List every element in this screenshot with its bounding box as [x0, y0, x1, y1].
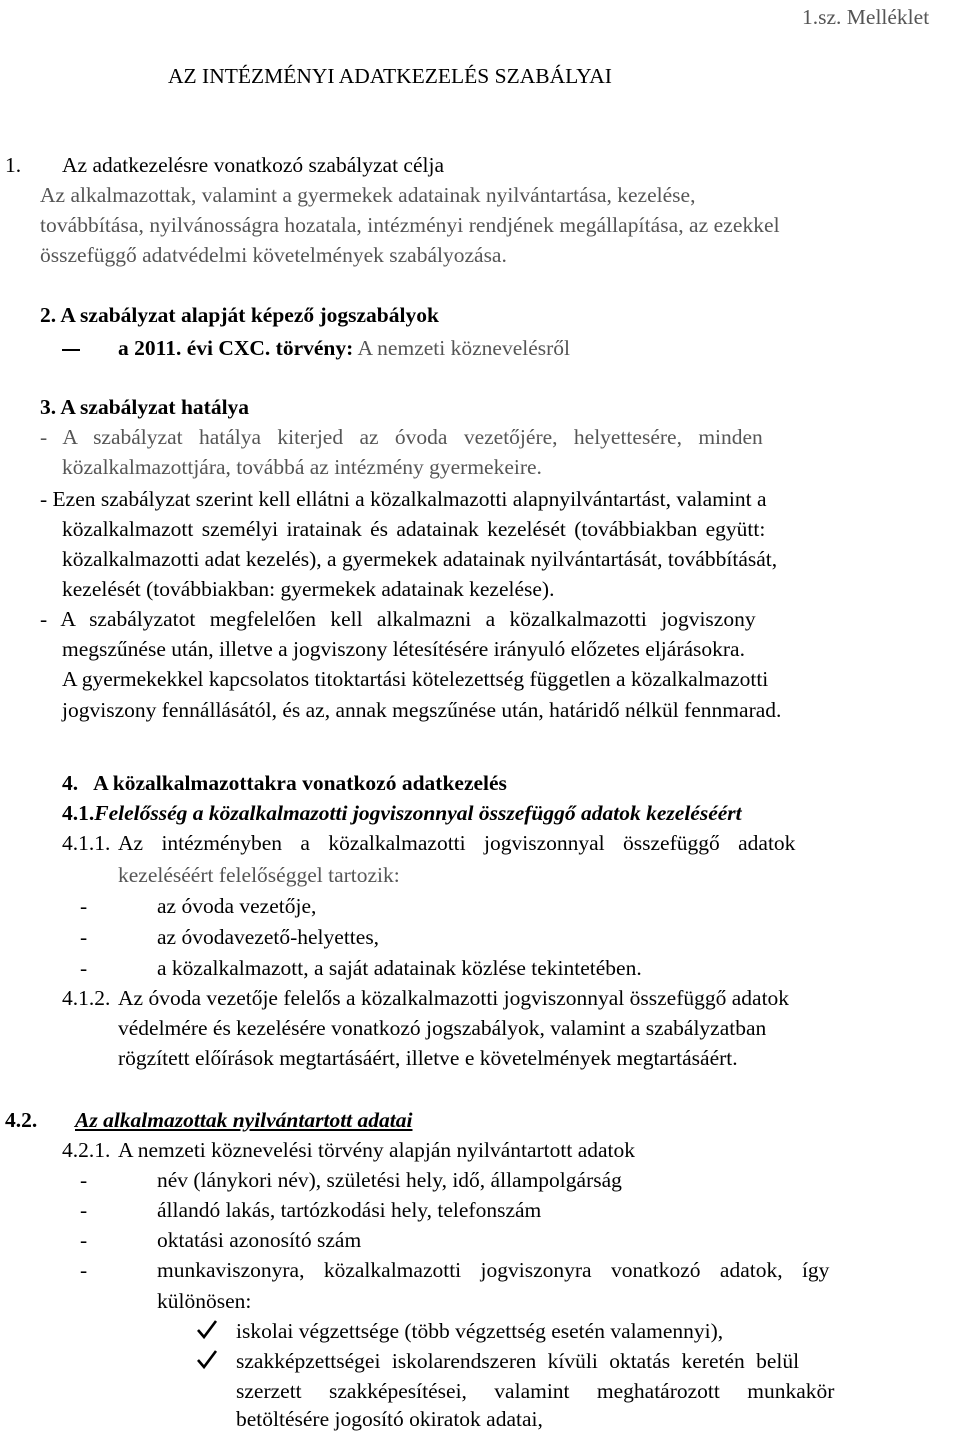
subsection-4-1-title: Felelősség a közalkalmazotti jogviszonnyal összefüggő adatok kezeléséért	[94, 801, 742, 825]
law-title: A nemzeti köznevelésről	[353, 336, 571, 360]
paragraph-4-1-2-line-2: védelmére és kezelésére vonatkozó jogszabályok, valamint a szabályzatban	[118, 1016, 767, 1040]
list-item: állandó lakás, tartózkodási hely, telefonszám	[157, 1198, 542, 1222]
checkmark-icon	[196, 1348, 218, 1370]
paragraph-4-1-2-line-3: rögzített előírások megtartásáért, illetve e követelmények megtartásáért.	[118, 1046, 738, 1070]
list-item: az óvoda vezetője,	[157, 894, 317, 918]
list-item-continuation: különösen:	[157, 1289, 252, 1313]
list-item: a közalkalmazott, a saját adatainak közlése tekintetében.	[157, 956, 642, 980]
paragraph-4-1-1-line-2: kezeléséért felelőséggel tartozik:	[118, 863, 400, 887]
check-item-continuation: betöltésére jogosító okiratok adatai,	[236, 1407, 543, 1431]
list-item: az óvodavezető-helyettes,	[157, 925, 380, 949]
section-3-p1-line-2: közalkalmazottjára, továbbá az intézmény gyermekeire.	[62, 455, 542, 479]
paragraph-4-1-2-line-1: Az óvoda vezetője felelős a közalkalmazotti jogviszonnyal összefüggő adatok	[118, 986, 790, 1010]
section-3-p2-line-3: közalkalmazotti adat kezelés), a gyermekek adatainak nyilvántartását, továbbítását,	[62, 547, 778, 571]
subsection-4-2-title: Az alkalmazottak nyilvántartott adatai	[75, 1108, 413, 1132]
subsection-4-1-number: 4.1.	[62, 801, 95, 825]
section-3-p4-line-2: jogviszony fennállásától, és az, annak megszűnése után, határidő nélkül fennmarad.	[62, 698, 782, 722]
section-3-p4-line-1: A gyermekekkel kapcsolatos titoktartási kötelezettség független a közalkalmazotti	[62, 667, 769, 691]
section-1-number: 1.	[5, 153, 22, 177]
check-item: iskolai végzettsége (több végzettség esetén valamennyi),	[236, 1319, 724, 1343]
check-item: szakképzettségei iskolarendszeren kívüli oktatás keretén belül	[236, 1349, 800, 1373]
paragraph-4-1-1-line-1: Az intézményben a közalkalmazotti jogviszonnyal összefüggő adatok	[118, 831, 796, 855]
list-item: név (lánykori név), születési hely, idő, állampolgárság	[157, 1168, 622, 1192]
law-reference: a 2011. évi CXC. törvény:	[118, 336, 354, 360]
document-title: AZ INTÉZMÉNYI ADATKEZELÉS SZABÁLYAI	[168, 64, 612, 88]
section-3-p2-line-2: közalkalmazott személyi iratainak és adatainak kezelését (továbbiakban együtt:	[62, 517, 766, 541]
subsection-4-2-number: 4.2.	[5, 1108, 38, 1132]
list-dash: -	[80, 956, 88, 980]
section-2-item	[118, 335, 570, 361]
annex-label: 1.sz. Melléklet	[802, 5, 930, 29]
paragraph-4-1-1-number: 4.1.1.	[62, 831, 111, 855]
dash-bullet-icon	[62, 349, 80, 351]
section-1-line-1: Az alkalmazottak, valamint a gyermekek adatainak nyilvántartása, kezelése,	[40, 183, 696, 207]
section-3-heading: 3. A szabályzat hatálya	[40, 395, 250, 419]
list-item: oktatási azonosító szám	[157, 1228, 362, 1252]
section-1-line-2: továbbítása, nyilvánosságra hozatala, intézményi rendjének megállapítása, az ezekkel	[40, 213, 780, 237]
list-dash: -	[80, 1198, 88, 1222]
section-1-heading: Az adatkezelésre vonatkozó szabályzat célja	[62, 153, 445, 177]
paragraph-4-1-2-number: 4.1.2.	[62, 986, 111, 1010]
section-1-line-3: összefüggő adatvédelmi követelmények szabályozása.	[40, 243, 507, 267]
section-3-p3-line-2: megszűnése után, illetve a jogviszony létesítésére irányuló előzetes eljárásokra.	[62, 637, 745, 661]
section-3-p2-line-1: - Ezen szabályzat szerint kell ellátni a közalkalmazotti alapnyilvántartást, valamint a	[40, 487, 767, 511]
list-dash: -	[80, 1168, 88, 1192]
list-item: munkaviszonyra, közalkalmazotti jogviszonyra vonatkozó adatok, így	[157, 1258, 830, 1282]
section-2-heading: 2. A szabályzat alapját képező jogszabályok	[40, 303, 439, 327]
list-dash: -	[80, 925, 88, 949]
list-dash: -	[80, 1228, 88, 1252]
list-dash: -	[80, 894, 88, 918]
paragraph-4-2-1-number: 4.2.1.	[62, 1138, 111, 1162]
list-dash: -	[80, 1258, 88, 1282]
check-item-continuation: szerzett szakképesítései, valamint meghatározott munkakör	[236, 1379, 835, 1403]
subsection-4-1-heading	[62, 800, 742, 826]
checkmark-icon	[196, 1318, 218, 1340]
section-3-p3-line-1: - A szabályzatot megfelelően kell alkalmazni a közalkalmazotti jogviszony	[40, 607, 756, 631]
section-4-heading: 4. A közalkalmazottakra vonatkozó adatkezelés	[62, 771, 507, 795]
section-3-p2-line-4: kezelését (továbbiakban: gyermekek adatainak kezelése).	[62, 577, 555, 601]
section-3-p1-line-1: - A szabályzat hatálya kiterjed az óvoda vezetőjére, helyettesére, minden	[40, 425, 763, 449]
paragraph-4-2-1-text: A nemzeti köznevelési törvény alapján nyilvántartott adatok	[118, 1138, 636, 1162]
